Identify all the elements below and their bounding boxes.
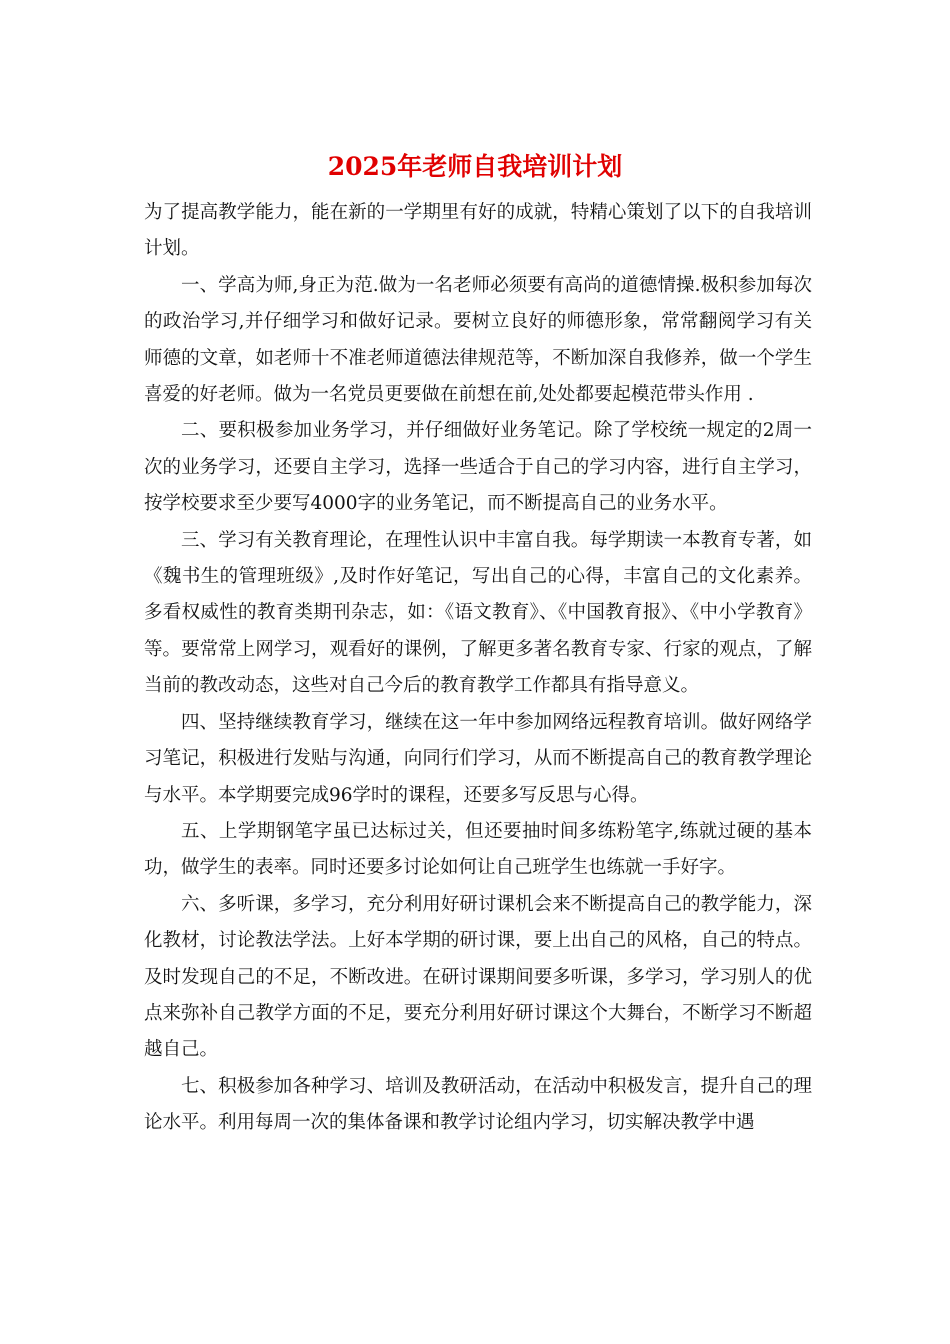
paragraph-5: 五、上学期钢笔字虽已达标过关，但还要抽时间多练粉笔字,练就过硬的基本功，做学生的表率。同时还要多讨论如何让自己班学生也练就一手好字。 [144, 820, 812, 879]
paragraph-6: 六、多听课，多学习，充分利用好研讨课机会来不断提高自己的教学能力，深化教材，讨论教法学法。上好本学期的研讨课，要上出自己的风格，自己的特点。及时发现自己的不足，不断改进。在研讨课期间要多听课，多学习，学习别人的优点来弥补自己教学方面的不足，要充分利用好研讨课这个大舞台，不断学习不断超越自己。 [144, 893, 812, 1061]
paragraph-3: 三、学习有关教育理论，在理性认识中丰富自我。每学期读一本教育专著，如《魏书生的管理班级》,及时作好笔记，写出自己的心得，丰富自己的文化素养。多看权威性的教育类期刊杂志，如：《语文教育》、《中国教育报》、《中小学教育》等。要常常上网学习，观看好的课例，了解更多著名教育专家、行家的观点，了解当前的教改动态，这些对自己今后的教育教学工作都具有指导意义。 [144, 529, 812, 697]
paragraph-4: 四、坚持继续教育学习，继续在这一年中参加网络远程教育培训。做好网络学习笔记，积极进行发贴与沟通，向同行们学习，从而不断提高自己的教育教学理论与水平。本学期要完成96学时的课程，还要多写反思与心得。 [144, 711, 812, 806]
document-body [144, 195, 812, 1142]
paragraph-2: 二、要积极参加业务学习，并仔细做好业务笔记。除了学校统一规定的2周一次的业务学习，还要自主学习，选择一些适合于自己的学习内容，进行自主学习，按学校要求至少要写4000字的业务笔记，而不断提高自己的业务水平。 [144, 420, 812, 515]
paragraph-7: 七、积极参加各种学习、培训及教研活动，在活动中积极发言，提升自己的理论水平。利用每周一次的集体备课和教学讨论组内学习，切实解决教学中遇 [144, 1075, 812, 1134]
document-title: 2025年老师自我培训计划 [327, 152, 623, 181]
paragraph-1: 一、学高为师,身正为范.做为一名老师必须要有高尚的道德情操.极积参加每次的政治学习,并仔细学习和做好记录。要树立良好的师德形象，常常翻阅学习有关师德的文章，如老师十不准老师道德法律规范等，不断加深自我修养，做一个学生喜爱的好老师。做为一名党员更要做在前想在前,处处都要起模范带头作用 . [144, 274, 812, 406]
intro-paragraph: 为了提高教学能力，能在新的一学期里有好的成就，特精心策划了以下的自我培训计划。 [144, 202, 812, 260]
